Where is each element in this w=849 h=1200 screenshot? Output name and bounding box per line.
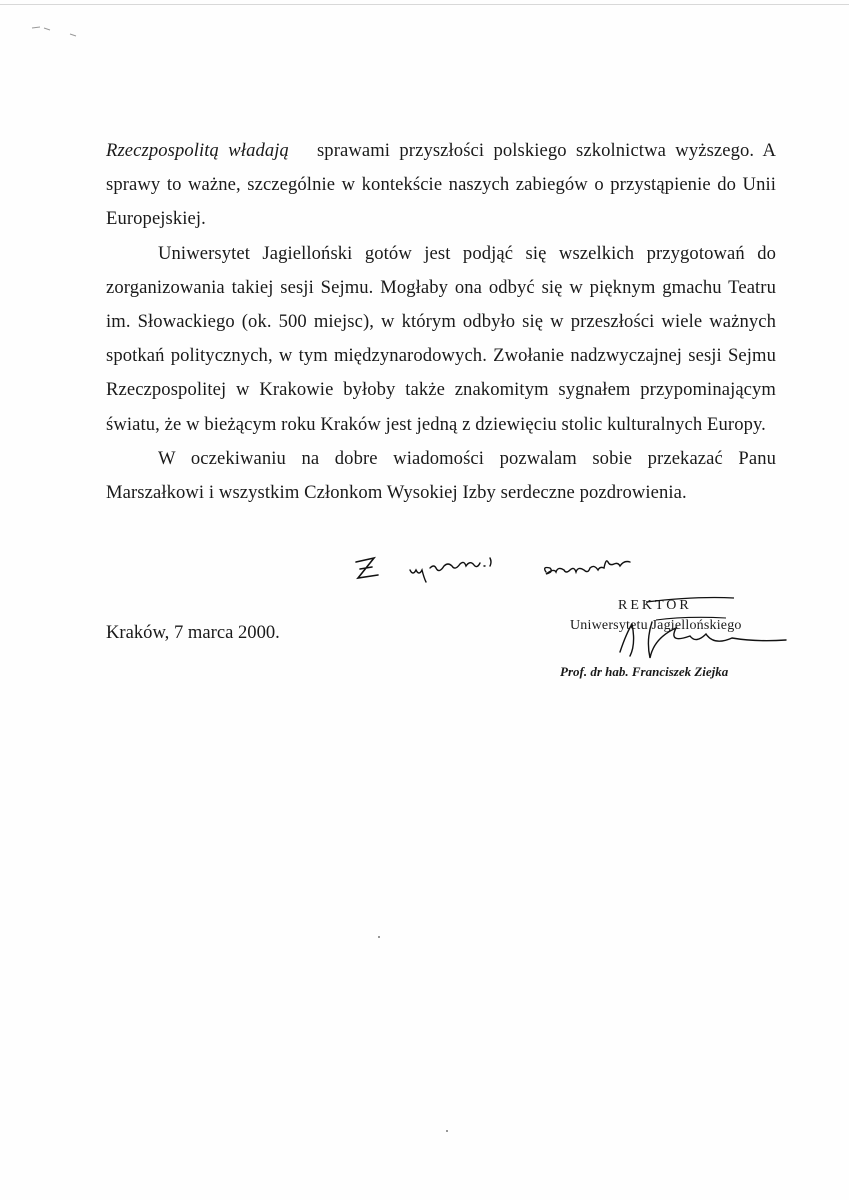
stamp-signatory-name: Prof. dr hab. Franciszek Ziejka (560, 664, 729, 679)
place-and-date: Kraków, 7 marca 2000. (106, 622, 280, 643)
letter-body (106, 134, 776, 510)
stamp-title: REKTOR (618, 598, 692, 613)
handwritten-signature (556, 594, 796, 694)
paragraph-greetings: W oczekiwaniu na dobre wiadomości pozwalam sobie przekazać Panu Marszałkowi i wszystkim Członkom Wysokiej Izby serdeczne pozdrowienia. (106, 447, 776, 504)
paragraph-continuation (106, 134, 776, 237)
handwritten-closing (350, 548, 670, 588)
paragraph-continuation-text: sprawami przyszłości polskiego szkolnictwa wyższego. A sprawy to ważne, szczególnie w kontekście naszych zabiegów o przystąpienie do Unii Europejskiej. (106, 140, 776, 230)
stamp-institution: Uniwersytetu Jagiellońskiego (570, 618, 742, 633)
paragraph-invitation: Uniwersytet Jagielloński gotów jest podjąć się wszelkich przygotowań do zorganizowania takiej sesji Sejmu. Mogłaby ona odbyć się w pięknym gmachu Teatru im. Słowackiego (ok. 500 miejsc), w którym odbyło się w przeszłości wiele ważnych spotkań politycznych, w tym międzynarodowych. Zwołanie nadzwyczajnej sesji Sejmu Rzeczpospolitej w Krakowie byłoby także znakomitym sygnałem przypominającym światu, że w bieżącym roku Kraków jest jedną z dziewięciu stolic kulturalnych Europy. (106, 242, 776, 435)
scan-dust-dot (446, 1130, 448, 1132)
italic-phrase: Rzeczpospolitą władają (106, 140, 289, 161)
scan-speck-mark (30, 22, 90, 42)
page-edge-line (0, 4, 849, 5)
rector-stamp (556, 594, 796, 694)
scan-dust-dot (378, 936, 380, 938)
